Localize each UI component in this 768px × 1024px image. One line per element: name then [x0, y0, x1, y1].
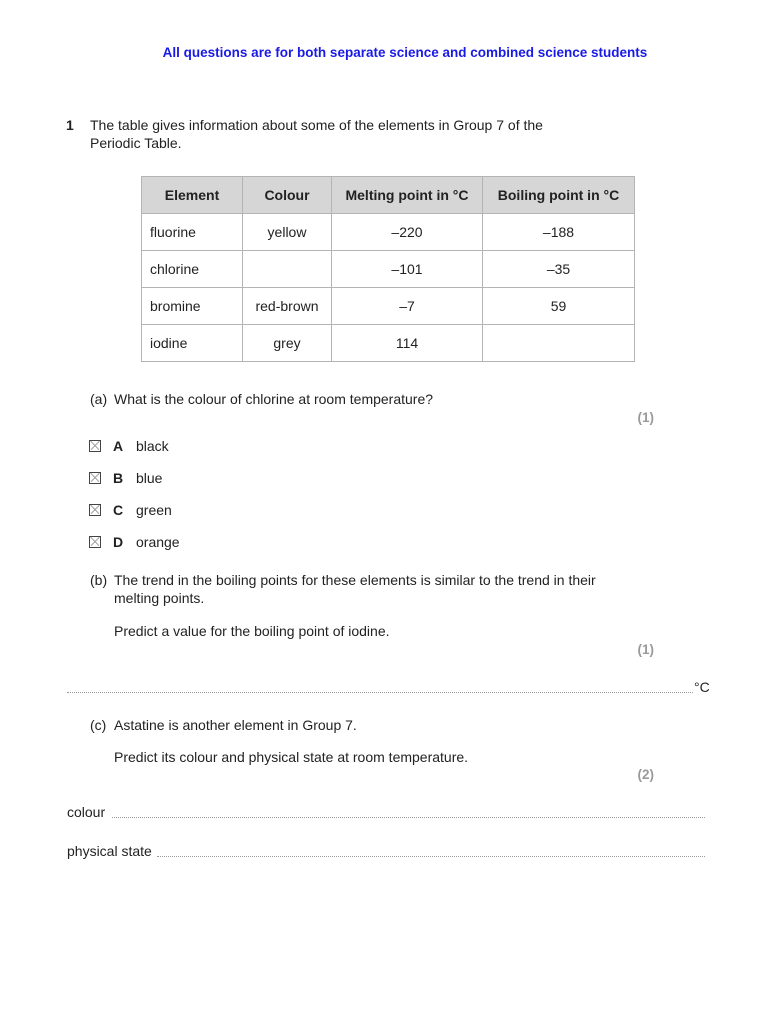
part-a-question: [90, 390, 650, 410]
cell-element: iodine: [142, 325, 243, 362]
header-melting-point: Melting point in °C: [332, 177, 483, 214]
option-d-checkbox[interactable]: [89, 536, 101, 548]
option-letter: A: [113, 438, 124, 454]
cell-melting-point: –101: [332, 251, 483, 288]
part-c-label: (c): [90, 717, 107, 733]
part-b-question: [90, 571, 650, 611]
physical-state-label: physical state: [67, 843, 152, 859]
option-text: black: [136, 438, 169, 454]
colour-label: colour: [67, 804, 106, 820]
table-header-row: [142, 177, 635, 214]
cell-colour: [243, 251, 332, 288]
question-number: 1: [66, 117, 74, 133]
cell-boiling-point: [483, 325, 635, 362]
option-b-checkbox[interactable]: [89, 472, 101, 484]
option-text: orange: [136, 534, 180, 550]
cell-boiling-point: 59: [483, 288, 635, 325]
colour-answer-line[interactable]: [112, 817, 705, 818]
cell-element: fluorine: [142, 214, 243, 251]
part-b-prompt: Predict a value for the boiling point of iodine.: [114, 623, 390, 639]
option-letter: B: [113, 470, 124, 486]
cell-colour: red-brown: [243, 288, 332, 325]
cell-colour: yellow: [243, 214, 332, 251]
part-b-marks: (1): [637, 642, 654, 657]
option-a-checkbox[interactable]: [89, 440, 101, 452]
part-b-unit: °C: [694, 679, 710, 695]
part-a-label: (a): [90, 391, 108, 407]
part-c-prompt: Predict its colour and physical state at room temperature.: [114, 749, 469, 765]
option-text: blue: [136, 470, 163, 486]
option-letter: C: [113, 502, 124, 518]
part-a-text: What is the colour of chlorine at room temperature?: [114, 391, 434, 407]
question-text: The table gives information about some of the elements in Group 7 of the Periodic Table.: [90, 117, 543, 151]
part-b-answer-line[interactable]: [67, 692, 693, 693]
banner-notice: All questions are for both separate science and combined science students: [162, 45, 648, 60]
cell-boiling-point: –188: [483, 214, 635, 251]
cell-colour: grey: [243, 325, 332, 362]
part-c-question: [90, 716, 650, 736]
part-b-label: (b): [90, 572, 108, 588]
cell-melting-point: –220: [332, 214, 483, 251]
part-a-marks: (1): [637, 410, 654, 425]
table-row: [142, 288, 635, 325]
table-row: [142, 325, 635, 362]
header-element: Element: [142, 177, 243, 214]
cell-melting-point: –7: [332, 288, 483, 325]
cell-element: bromine: [142, 288, 243, 325]
table-row: [142, 251, 635, 288]
option-text: green: [136, 502, 172, 518]
group7-table: [141, 176, 635, 362]
part-b-text: The trend in the boiling points for these elements is similar to the trend in their melting points.: [114, 572, 596, 606]
part-c-marks: (2): [637, 767, 654, 782]
table-row: [142, 214, 635, 251]
option-letter: D: [113, 534, 124, 550]
cell-element: chlorine: [142, 251, 243, 288]
cell-boiling-point: –35: [483, 251, 635, 288]
physical-state-answer-line[interactable]: [157, 856, 705, 857]
option-c-checkbox[interactable]: [89, 504, 101, 516]
header-colour: Colour: [243, 177, 332, 214]
cell-melting-point: 114: [332, 325, 483, 362]
part-c-text: Astatine is another element in Group 7.: [114, 717, 357, 733]
header-boiling-point: Boiling point in °C: [483, 177, 635, 214]
